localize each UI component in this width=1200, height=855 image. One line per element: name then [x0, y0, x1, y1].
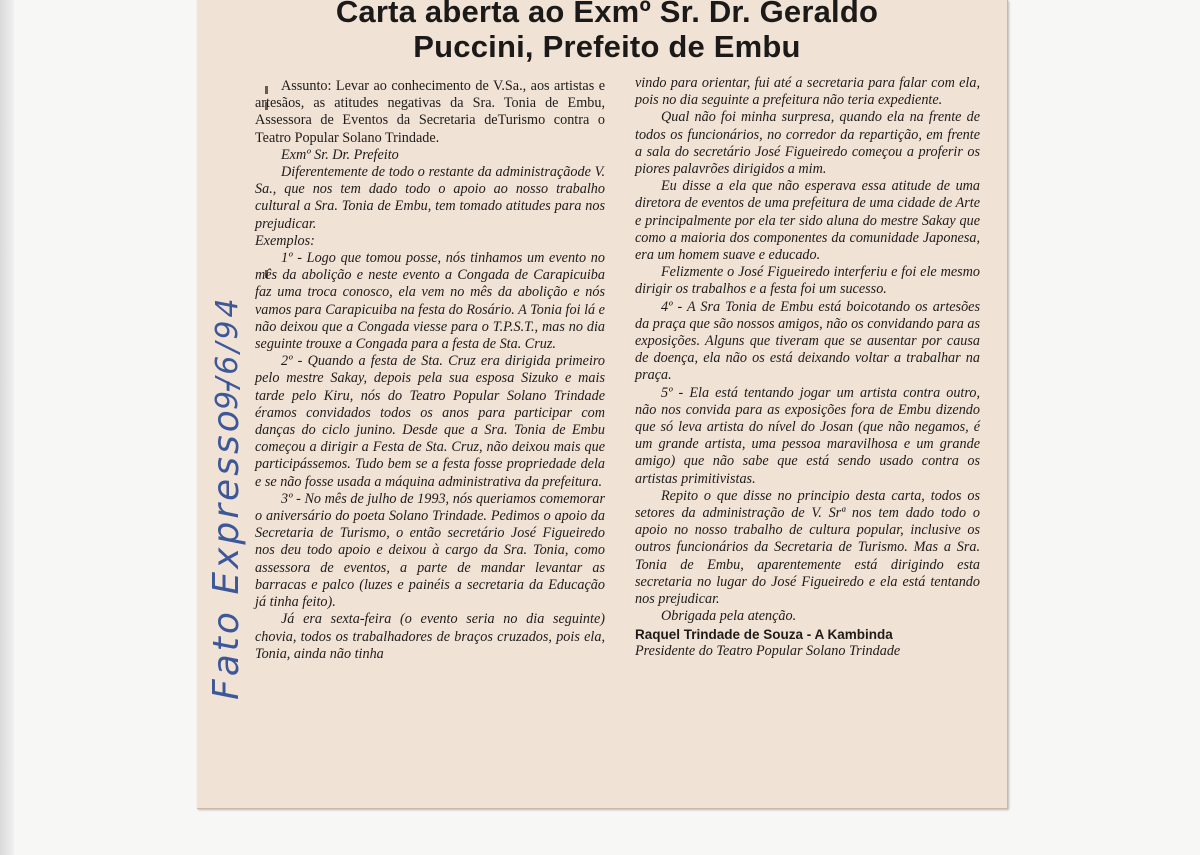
article-column-right	[635, 75, 980, 660]
signature-title: Presidente do Teatro Popular Solano Trindade	[635, 642, 901, 659]
article-column-left	[255, 78, 605, 663]
paragraph: Repito o que disse no principio desta carta, todos os setores da administração de V. Srª nos tem dado todo o apoio no nosso trabalho de cultura popular, inclusive os outros funcionários da Secretaria de Turismo. Mas a Sra. Tonia de Embu, aparentemente está dirigindo esta secretaria no lugar do José Figueiredo e ela está tentando nos prejudicar.	[635, 487, 980, 608]
headline	[257, 0, 957, 64]
closing: Obrigada pela atenção.	[661, 608, 797, 625]
paragraph: Já era sexta-feira (o evento seria no dia seguinte) chovia, todos os trabalhadores de braços cruzados, pois ela, Tonia, ainda não tinha	[255, 611, 605, 662]
paragraph: 2º - Quando a festa de Sta. Cruz era dirigida primeiro pelo mestre Sakay, depois pela sua esposa Sizuko e mais tarde pelo Kiru, nós do Teatro Popular Solano Trindade éramos convidados todos os anos para participar com danças do ciclo junino. Desde que a Sra. Tonia de Embu começou a dirigir a Festa de Sta. Cruz, não deixou mais que participássemos. Tudo bem se a festa fosse propriedade dela e se não fosse usada a máquina administrativa da prefeitura.	[255, 353, 605, 490]
paragraph: 4º - A Sra Tonia de Embu está boicotando os artesões da praça que são nossos amigos, não os convidando para as exposições. Alguns que tiveram que se ausentar por causa de doença, ela não os está deixando voltar a trabalhar na praça.	[635, 298, 980, 384]
handwritten-date-note: 9/6/94	[210, 295, 245, 410]
headline-line-2: Puccini, Prefeito de Embu	[413, 29, 801, 64]
newspaper-clipping	[197, 0, 1008, 809]
signature-name: Raquel Trindade de Souza - A Kambinda	[635, 626, 893, 642]
scanner-edge	[0, 0, 14, 855]
paragraph: Felizmente o José Figueiredo interferiu e foi ele mesmo dirigir os trabalhos e a festa foi um sucesso.	[635, 264, 980, 298]
paragraph: 5º - Ela está tentando jogar um artista contra outro, não nos convida para as exposições fora de Embu dizendo que só leva artista do nível do Josan (que não negamos, é um grande artista, uma pessoa maravilhosa e um grande amigo) que não sabe que está sendo usado contra os artistas primitivistas.	[635, 384, 980, 487]
paragraph: 3º - No mês de julho de 1993, nós queriamos comemorar o aniversário do poeta Solano Trindade. Pedimos o apoio da Secretaria de Turismo, o então secretário José Figueiredo nos deu todo apoio e deixou à cargo da Sra. Tonia, como assessora de eventos, a parte de mandar levantar as barracas e palco (luzes e painéis a secretaria da Educação já tinha feito).	[255, 490, 605, 611]
headline-line-1: Carta aberta ao Exmº Sr. Dr. Geraldo	[335, 0, 879, 29]
paragraph: 1º - Logo que tomou posse, nós tinhamos um evento no mês da abolição e neste evento a Congada de Carapicuiba faz uma troca conosco, ela vem no mês da abolição e nós vamos para Carapicuiba na festa do Rosário. A Tonia foi lá e não deixou que a Congada viesse para o T.P.S.T., mas no dia seguinte trouxe a Congada para a festa de Sta. Cruz.	[255, 250, 605, 353]
paragraph: Diferentemente de todo o restante da administraçãode V. Sa., que nos tem dado todo o apoio ao nosso trabalho cultural a Sra. Tonia de Embu, tem tomado atitudes para nos prejudicar.	[255, 164, 605, 232]
paragraph: Qual não foi minha surpresa, quando ela na frente de todos os funcionários, no corredor da repartição, em frente a sala do secretário José Figueiredo começou a proferir os piores palavrões dirigidos a mim.	[635, 109, 980, 178]
paragraph: Eu disse a ela que não esperava essa atitude de uma diretora de eventos de uma prefeitura de uma cidade de Arte e principalmente por ela ter sido aluna do mestre Sakay que como a maioria dos componentes da comunidade Japonesa, era um homem suave e educado.	[635, 178, 980, 264]
paragraph: vindo para orientar, fui até a secretaria para falar com ela, pois no dia seguinte a prefeitura não teria expediente.	[635, 75, 980, 109]
examples-heading: Exemplos:	[255, 232, 315, 249]
subject-paragraph: Assunto: Levar ao conhecimento de V.Sa., aos artistas e artesãos, as atitudes negativas da Sra. Tonia de Embu, Assessora de Eventos da Secretaria deTurismo contra o Teatro Popular Solano Trindade.	[255, 78, 605, 146]
salutation: Exmº Sr. Dr. Prefeito	[281, 146, 399, 163]
handwritten-source-note: Fato Expresso -	[206, 376, 247, 700]
